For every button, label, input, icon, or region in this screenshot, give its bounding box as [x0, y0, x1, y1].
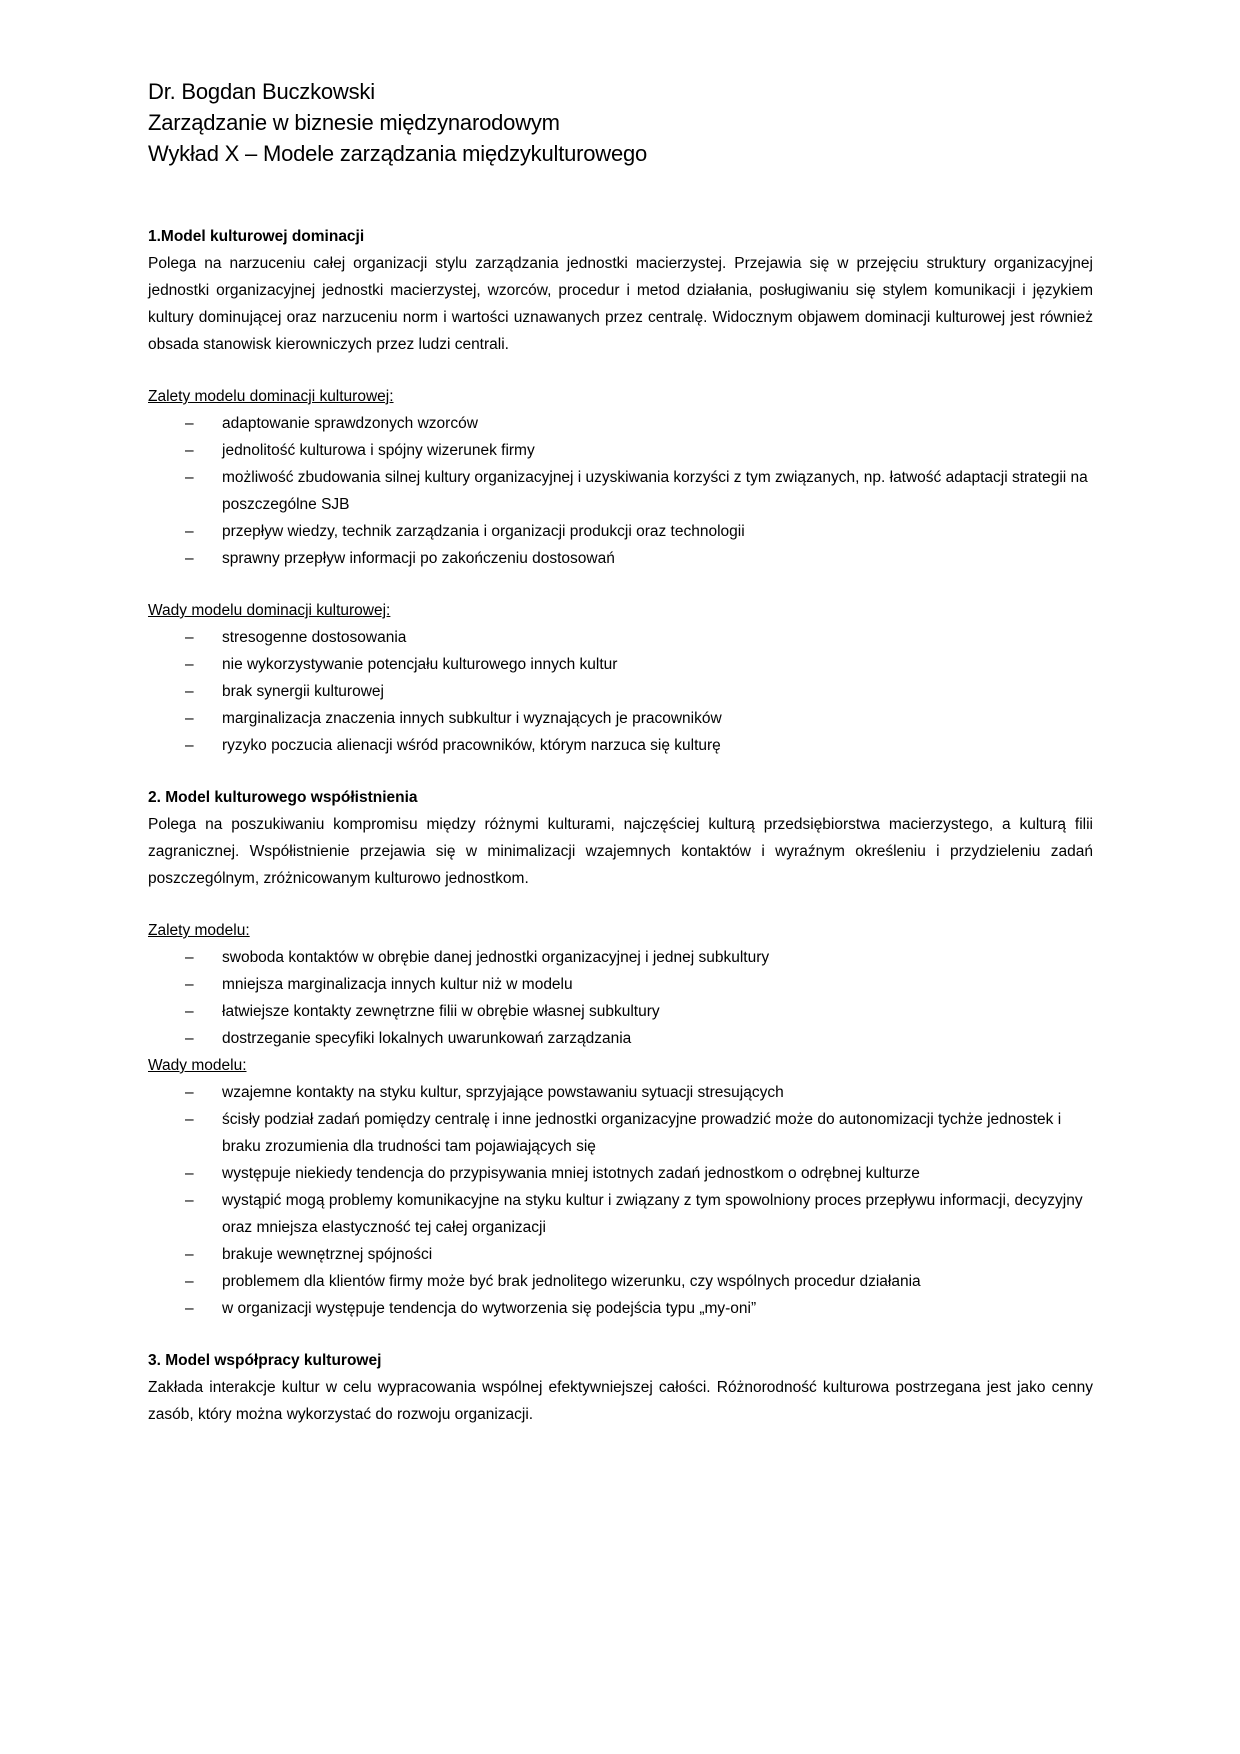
list-item-text: adaptowanie sprawdzonych wzorców — [222, 415, 478, 432]
dash-bullet: – — [185, 1111, 194, 1128]
list-item — [148, 1187, 1093, 1241]
list-item — [148, 410, 1093, 437]
list-item-text: problemem dla klientów firmy może być brak jednolitego wizerunku, czy wspólnych procedur działania — [222, 1273, 921, 1290]
list-item — [148, 437, 1093, 464]
list-item — [148, 464, 1093, 518]
dash-bullet: – — [185, 1165, 194, 1182]
dash-bullet: – — [185, 976, 194, 993]
list-item-text: brak synergii kulturowej — [222, 683, 384, 700]
document-header — [148, 76, 1093, 169]
list-item — [148, 1106, 1093, 1160]
list-item-text: występuje niekiedy tendencja do przypisywania mniej istotnych zadań jednostkom o odrębnej kulturze — [222, 1165, 920, 1182]
list-item-text: stresogenne dostosowania — [222, 629, 407, 646]
list-item — [148, 971, 1093, 998]
list-item — [148, 705, 1093, 732]
list-item-text: ryzyko poczucia alienacji wśród pracowników, którym narzuca się kulturę — [222, 737, 721, 754]
dash-bullet: – — [185, 1003, 194, 1020]
list-item-text: brakuje wewnętrznej spójności — [222, 1246, 433, 1263]
dash-bullet: – — [185, 469, 194, 486]
list-item — [148, 518, 1093, 545]
dash-bullet: – — [185, 949, 194, 966]
list-item — [148, 998, 1093, 1025]
pros-heading: Zalety modelu: — [148, 922, 250, 939]
list-item — [148, 732, 1093, 759]
pros-list — [148, 944, 1093, 1052]
section-cultural-dominance — [148, 223, 1093, 759]
pros-heading: Zalety modelu dominacji kulturowej: — [148, 388, 394, 405]
list-item-text: nie wykorzystywanie potencjału kulturowego innych kultur — [222, 656, 618, 673]
dash-bullet: – — [185, 737, 194, 754]
list-item-text: w organizacji występuje tendencja do wytworzenia się podejścia typu „my-oni” — [222, 1300, 757, 1317]
cons-list — [148, 1079, 1093, 1322]
document-page — [148, 76, 1093, 1428]
cons-list — [148, 624, 1093, 759]
list-item-text: wzajemne kontakty na styku kultur, sprzyjające powstawaniu sytuacji stresujących — [222, 1084, 784, 1101]
dash-bullet: – — [185, 1192, 194, 1209]
cons-heading: Wady modelu: — [148, 1057, 247, 1074]
list-item-text: ścisły podział zadań pomiędzy centralę i inne jednostki organizacyjne prowadzić może do autonomizacji tychże jednostek i braku zrozumienia dla trudności tam pojawiających się — [222, 1111, 1062, 1155]
dash-bullet: – — [185, 656, 194, 673]
list-item-text: mniejsza marginalizacja innych kultur niż w modelu — [222, 976, 573, 993]
list-item — [148, 1160, 1093, 1187]
section-cultural-cooperation — [148, 1347, 1093, 1428]
section-title: 2. Model kulturowego współistnienia — [148, 789, 418, 806]
dash-bullet: – — [185, 683, 194, 700]
cons-heading: Wady modelu dominacji kulturowej: — [148, 602, 391, 619]
list-item-text: marginalizacja znaczenia innych subkultur i wyznających je pracowników — [222, 710, 722, 727]
dash-bullet: – — [185, 1273, 194, 1290]
list-item-text: łatwiejsze kontakty zewnętrzne filii w obrębie własnej subkultury — [222, 1003, 660, 1020]
list-item-text: możliwość zbudowania silnej kultury organizacyjnej i uzyskiwania korzyści z tym związanych, np. łatwość adaptacji strategii na poszczególne SJB — [222, 469, 1088, 513]
section-paragraph: Zakłada interakcje kultur w celu wypracowania wspólnej efektywniejszej całości. Różnorodność kulturowa postrzegana jest jako cenny zasób, który można wykorzystać do rozwoju organizacji. — [148, 1379, 1093, 1423]
list-item — [148, 944, 1093, 971]
dash-bullet: – — [185, 523, 194, 540]
list-item-text: sprawny przepływ informacji po zakończeniu dostosowań — [222, 550, 615, 567]
author-name: Dr. Bogdan Buczkowski — [148, 79, 375, 104]
list-item-text: swoboda kontaktów w obrębie danej jednostki organizacyjnej i jednej subkultury — [222, 949, 770, 966]
dash-bullet: – — [185, 1246, 194, 1263]
section-title: 3. Model współpracy kulturowej — [148, 1352, 382, 1369]
course-title: Zarządzanie w biznesie międzynarodowym — [148, 110, 560, 135]
list-item-text: przepływ wiedzy, technik zarządzania i organizacji produkcji oraz technologii — [222, 523, 745, 540]
dash-bullet: – — [185, 710, 194, 727]
section-cultural-coexistence — [148, 784, 1093, 1322]
dash-bullet: – — [185, 1030, 194, 1047]
list-item-text: wystąpić mogą problemy komunikacyjne na styku kultur i związany z tym spowolniony proces przepływu informacji, decyzyjny oraz mniejsza elastyczność tej całej organizacji — [222, 1192, 1083, 1236]
section-paragraph: Polega na narzuceniu całej organizacji stylu zarządzania jednostki macierzystej. Przejawia się w przejęciu struktury organizacyjnej jednostki organizacyjnej jednostki macierzystej, wzorców, procedur i metod działania, posługiwaniu się stylem komunikacji i językiem kultury dominującej oraz narzuceniu norm i wartości uznawanych przez centralę. Widocznym objawem dominacji kulturowej jest również obsada stanowisk kierowniczych przez ludzi centrali. — [148, 255, 1093, 353]
pros-list — [148, 410, 1093, 572]
list-item — [148, 1079, 1093, 1106]
dash-bullet: – — [185, 629, 194, 646]
list-item — [148, 1241, 1093, 1268]
dash-bullet: – — [185, 1300, 194, 1317]
list-item-text: jednolitość kulturowa i spójny wizerunek firmy — [222, 442, 535, 459]
dash-bullet: – — [185, 415, 194, 432]
list-item-text: dostrzeganie specyfiki lokalnych uwarunkowań zarządzania — [222, 1030, 632, 1047]
list-item — [148, 678, 1093, 705]
dash-bullet: – — [185, 442, 194, 459]
list-item — [148, 1268, 1093, 1295]
section-paragraph: Polega na poszukiwaniu kompromisu między różnymi kulturami, najczęściej kulturą przedsiębiorstwa macierzystego, a kulturą filii zagranicznej. Współistnienie przejawia się w minimalizacji wzajemnych kontaktów i wyraźnym określeniu i przydzieleniu zadań poszczególnym, zróżnicowanym kulturowo jednostkom. — [148, 816, 1093, 887]
list-item — [148, 1025, 1093, 1052]
list-item — [148, 651, 1093, 678]
list-item — [148, 545, 1093, 572]
dash-bullet: – — [185, 1084, 194, 1101]
list-item — [148, 624, 1093, 651]
section-title: 1.Model kulturowej dominacji — [148, 228, 365, 245]
list-item — [148, 1295, 1093, 1322]
lecture-title: Wykład X – Modele zarządzania międzykulturowego — [148, 141, 648, 166]
dash-bullet: – — [185, 550, 194, 567]
